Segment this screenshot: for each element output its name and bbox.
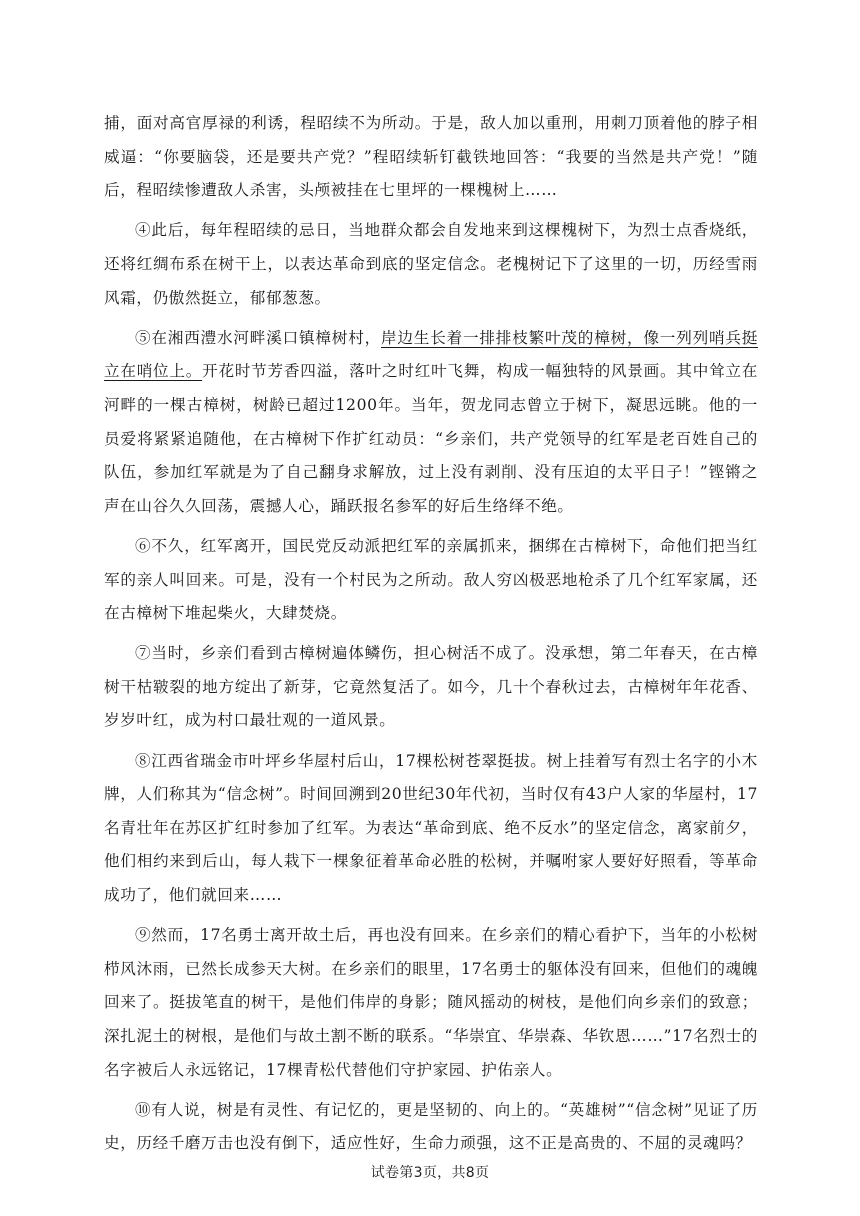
paragraph-4: ④此后，每年程昭续的忌日，当地群众都会自发地来到这棵槐树下，为烈士点香烧纸，还将红绸布系在树干上，以表达革命到底的坚定信念。老槐树记下了这里的一切，历经雪雨风霜，仍傲然挺立，郁郁葱葱。 — [104, 221, 758, 307]
paragraph-continued: 捕，面对高官厚禄的利诱，程昭续不为所动。于是，敌人加以重刑，用刺刀顶着他的脖子相威逼：“你要脑袋，还是要共产党？”程昭续斩钉截铁地回答：“我要的当然是共产党！”随后，程昭续惨遭敌人杀害，头颅被挂在七里坪的一棵槐树上…… — [104, 114, 758, 200]
underlined-sentence: 岸边生长着一排排枝繁叶茂的樟树，像一列列哨兵挺立在哨位上。 — [104, 328, 758, 381]
page-footer — [0, 1162, 860, 1182]
paragraph-9: ⑨然而，17名勇士离开故土后，再也没有回来。在乡亲们的精心看护下，当年的小松树栉风沐雨，已然长成参天大树。在乡亲们的眼里，17名勇士的躯体没有回来，但他们的魂魄回来了。挺拔笔直的树干，是他们伟岸的身影；随风摇动的树枝，是他们向乡亲们的致意；深扎泥土的树根，是他们与故土割不断的联系。“华崇宜、华崇森、华钦恩……”17名烈士的名字被后人永远铭记，17棵青松代替他们守护家园、护佑亲人。 — [104, 926, 758, 1079]
article-body — [104, 107, 758, 1168]
paragraph-6: ⑥不久，红军离开，国民党反动派把红军的亲属抓来，捆绑在古樟树下，命他们把当红军的亲人叫回来。可是，没有一个村民为之所动。敌人穷凶极恶地枪杀了几个红军家属，还在古樟树下堆起柴火，大肆焚烧。 — [104, 536, 758, 623]
paragraph-10: ⑩有人说，树是有灵性、有记忆的，更是坚韧的、向上的。“英雄树”“信念树”见证了历史，历经千磨万击也没有倒下，适应性好，生命力顽强，这不正是高贵的、不屈的灵魂吗？ — [104, 1100, 758, 1153]
paragraph-8: ⑧江西省瑞金市叶坪乡华屋村后山，17棵松树苍翠挺拔。树上挂着写有烈士名字的小木牌，人们称其为“信念树”。时间回溯到20世纪30年代初，当时仅有43户人家的华屋村，17名青壮年在苏区扩红时参加了红军。为表达“革命到底、绝不反水”的坚定信念，离家前夕，他们相约来到后山，每人栽下一棵象征着革命必胜的松树，并嘱咐家人要好好照看，等革命成功了，他们就回来…… — [104, 751, 758, 905]
page-number-label: 试卷第3页，共8页 — [370, 1165, 490, 1181]
paragraph-7: ⑦当时，乡亲们看到古樟树遍体鳞伤，担心树活不成了。没承想，第二年春天，在古樟树干枯皲裂的地方绽出了新芽，它竟然复活了。如今，几十个春秋过去，古樟树年年花香、岁岁叶红，成为村口最壮观的一道风景。 — [104, 644, 758, 730]
paragraph-5: ⑤在湘西澧水河畔溪口镇樟树村，岸边生长着一排排枝繁叶茂的樟树，像一列列哨兵挺立在哨位上。开花时节芳香四溢，落叶之时红叶飞舞，构成一幅独特的风景画。其中耸立在河畔的一棵古樟树，树龄已超过1200年。当年，贺龙同志曾立于树下，凝思远眺。他的一员爱将紧紧追随他，在古樟树下作扩红动员：“乡亲们，共产党领导的红军是老百姓自己的队伍，参加红军就是为了自己翻身求解放，过上没有剥削、没有压迫的太平日子！”铿锵之声在山谷久久回荡，震撼人心，踊跃报名参军的好后生络绎不绝。 — [104, 328, 758, 515]
